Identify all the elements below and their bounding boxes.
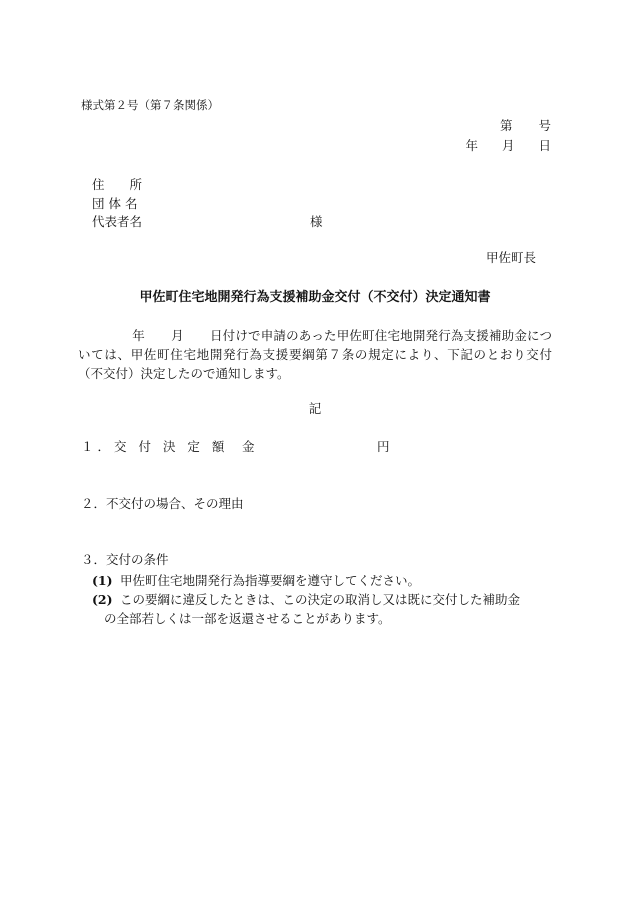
condition-2-text-block [104, 590, 552, 628]
organization-label: 団 体 名 [92, 196, 138, 211]
condition-2 [92, 590, 552, 626]
kin-label: 金 [242, 439, 255, 454]
document-date [465, 138, 551, 154]
address-row [92, 177, 152, 193]
body-year: 年 [132, 328, 145, 343]
condition-1-text: 甲佐町住宅地開発行為指導要綱を遵守してください。 [120, 573, 421, 588]
issuer: 甲佐町長 [485, 250, 536, 265]
date-day: 日 [538, 138, 551, 153]
doc-number-prefix: 第 [499, 118, 513, 133]
representative-label: 代表者名 [92, 214, 143, 229]
condition-2-number: (2) [92, 592, 113, 607]
doc-number-suffix: 号 [538, 118, 551, 133]
date-year: 年 [465, 138, 478, 153]
address-label: 住 所 [92, 177, 143, 192]
ki-heading: 記 [308, 401, 322, 416]
condition-1-number: (1) [92, 573, 113, 588]
condition-2-text-line2: の全部若しくは一部を返還させることがあります。 [104, 611, 391, 626]
date-month: 月 [501, 138, 515, 153]
condition-2-text-line1: この要綱に違反したときは、この決定の取消し又は既に交付した補助金 [120, 592, 521, 607]
condition-1 [92, 571, 552, 590]
grant-amount-label: １．交 付 決 定 額 [81, 439, 229, 454]
item-rejection-reason: ２．不交付の場合、その理由 [81, 496, 244, 511]
body-text: 日付けで申請のあった甲佐町住宅地開発行為支援補助金については、甲佐町住宅地開発行為支援要綱第７条の規定により、下記のとおり交付（不交付）決定したので通知します。 [78, 328, 552, 381]
organization-row [92, 196, 152, 212]
document-number [500, 118, 551, 134]
document-title: 甲佐町住宅地開発行為支援補助金交付（不交付）決定通知書 [139, 290, 491, 305]
honorific: 様 [310, 214, 323, 229]
item-conditions: ３．交付の条件 [81, 552, 169, 567]
body-paragraph [78, 326, 552, 383]
form-number: 様式第２号（第７条関係） [81, 98, 219, 112]
representative-row [92, 214, 152, 230]
body-month: 月 [170, 328, 184, 343]
item-grant-amount [81, 439, 228, 455]
yen-label: 円 [377, 439, 390, 454]
